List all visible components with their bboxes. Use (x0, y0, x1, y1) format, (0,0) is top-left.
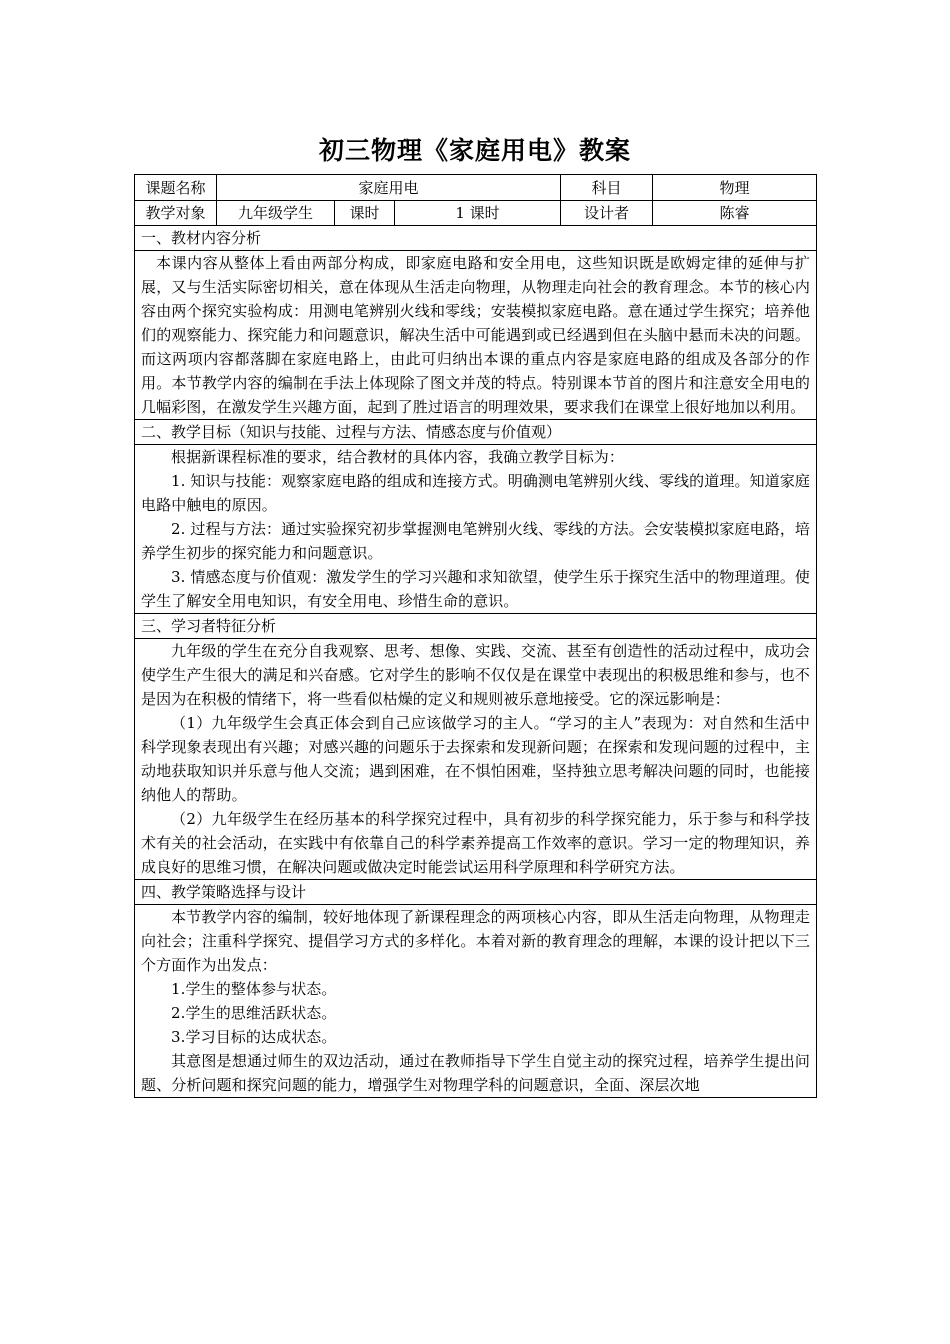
paragraph: 其意图是想通过师生的双边活动，通过在教师指导下学生自觉主动的探究过程，培养学生提出问题、分析问题和探究问题的能力，增强学生对物理学科的问题意识，全面、深层次地 (141, 1052, 811, 1094)
section-body-learners (135, 639, 817, 880)
section-body-row (135, 251, 817, 420)
section-heading-row (135, 880, 817, 905)
target-label: 教学对象 (135, 201, 217, 226)
section-heading-row (135, 420, 817, 445)
section-body-row (135, 905, 817, 1098)
paragraph: （2）九年级学生在经历基本的科学探究过程中，具有初步的科学探究能力，乐于参与和科学技术有关的社会活动，在实践中有依靠自己的科学素养提高工作效率的意识。学习一定的物理知识，养成良好的思维习惯，在解决问题或做决定时能尝试运用科学原理和科学研究方法。 (141, 810, 811, 876)
paragraph: 本课内容从整体上看由两部分构成，即家庭电路和安全用电，这些知识既是欧姆定律的延伸与扩展，又与生活实际密切相关，意在体现从生活走向物理，从物理走向社会的教育理念。本节的核心内容由两个探究实验构成：用测电笔辨别火线和零线；安装模拟家庭电路。意在通过学生探究；培养他们的观察能力、探究能力和问题意识，解决生活中可能遇到或已经遇到但在头脑中悬而未决的问题。而这两项内容都落脚在家庭电路上，由此可归纳出本课的重点内容是家庭电路的组成及各部分的作用。本节教学内容的编制在手法上体现除了图文并茂的特点。特别课本节首的图片和注意安全用电的几幅彩图，在激发学生兴趣方面，起到了胜过语言的明理效果，要求我们在课堂上很好地加以利用。 (141, 254, 811, 416)
paragraph: 1.学生的整体参与状态。 (171, 980, 337, 998)
course-name-value: 家庭用电 (217, 175, 561, 201)
hours-value: 1 课时 (395, 201, 561, 226)
paragraph: 2. 过程与方法：通过实验探究初步掌握测电笔辨别火线、零线的方法。会安装模拟家庭电路，培养学生初步的探究能力和问题意识。 (141, 520, 811, 562)
section-body-objectives (135, 445, 817, 614)
paragraph: 本节教学内容的编制，较好地体现了新课程理念的两项核心内容，即从生活走向物理，从物理走向社会；注重科学探究、提倡学习方式的多样化。本着对新的教育理念的理解，本课的设计把以下三个方面作为出发点： (141, 908, 811, 974)
course-name-label: 课题名称 (135, 175, 217, 201)
header-row-target (135, 201, 817, 226)
hours-label: 课时 (335, 201, 395, 226)
section-body-strategy (135, 905, 817, 1098)
subject-label: 科目 (561, 175, 653, 201)
section-heading-objectives: 二、教学目标（知识与技能、过程与方法、情感态度与价值观） (135, 420, 817, 445)
paragraph: 3.学习目标的达成状态。 (171, 1028, 337, 1046)
paragraph: 1. 知识与技能：观察家庭电路的组成和连接方式。明确测电笔辨别火线、零线的道理。知道家庭电路中触电的原因。 (141, 472, 811, 514)
target-value: 九年级学生 (217, 201, 335, 226)
section-heading-strategy: 四、教学策略选择与设计 (135, 880, 817, 905)
header-row-course (135, 175, 817, 201)
subject-value: 物理 (653, 175, 817, 201)
paragraph: （1）九年级学生会真正体会到自己应该做学习的主人。“学习的主人”表现为：对自然和生活中科学现象表现出有兴趣；对感兴趣的问题乐于去探索和发现新问题；在探索和发现问题的过程中，主动地获取知识并乐意与他人交流；遇到困难，在不惧怕困难，坚持独立思考解决问题的同时，也能接纳他人的帮助。 (141, 714, 811, 804)
paragraph: 2.学生的思维活跃状态。 (171, 1004, 337, 1022)
section-heading-learners: 三、学习者特征分析 (135, 614, 817, 639)
section-body-row (135, 639, 817, 880)
section-heading-materials: 一、教材内容分析 (135, 226, 817, 251)
lesson-plan-table (134, 174, 817, 1098)
designer-value: 陈睿 (653, 201, 817, 226)
section-body-row (135, 445, 817, 614)
paragraph: 九年级的学生在充分自我观察、思考、想像、实践、交流、甚至有创造性的活动过程中，成功会使学生产生很大的满足和兴奋感。它对学生的影响不仅仅是在课堂中表现出的积极思维和参与，也不是因为在积极的情绪下，将一些看似枯燥的定义和规则被乐意地接受。它的深远影响是： (141, 642, 811, 708)
section-heading-row (135, 226, 817, 251)
section-body-materials (135, 251, 817, 420)
paragraph: 根据新课程标准的要求，结合教材的具体内容，我确立教学目标为： (171, 448, 625, 466)
designer-label: 设计者 (561, 201, 653, 226)
document-title: 初三物理《家庭用电》教案 (318, 136, 631, 165)
section-heading-row (135, 614, 817, 639)
paragraph: 3. 情感态度与价值观：激发学生的学习兴趣和求知欲望，使学生乐于探究生活中的物理道理。使学生了解安全用电知识，有安全用电、珍惜生命的意识。 (141, 568, 811, 610)
